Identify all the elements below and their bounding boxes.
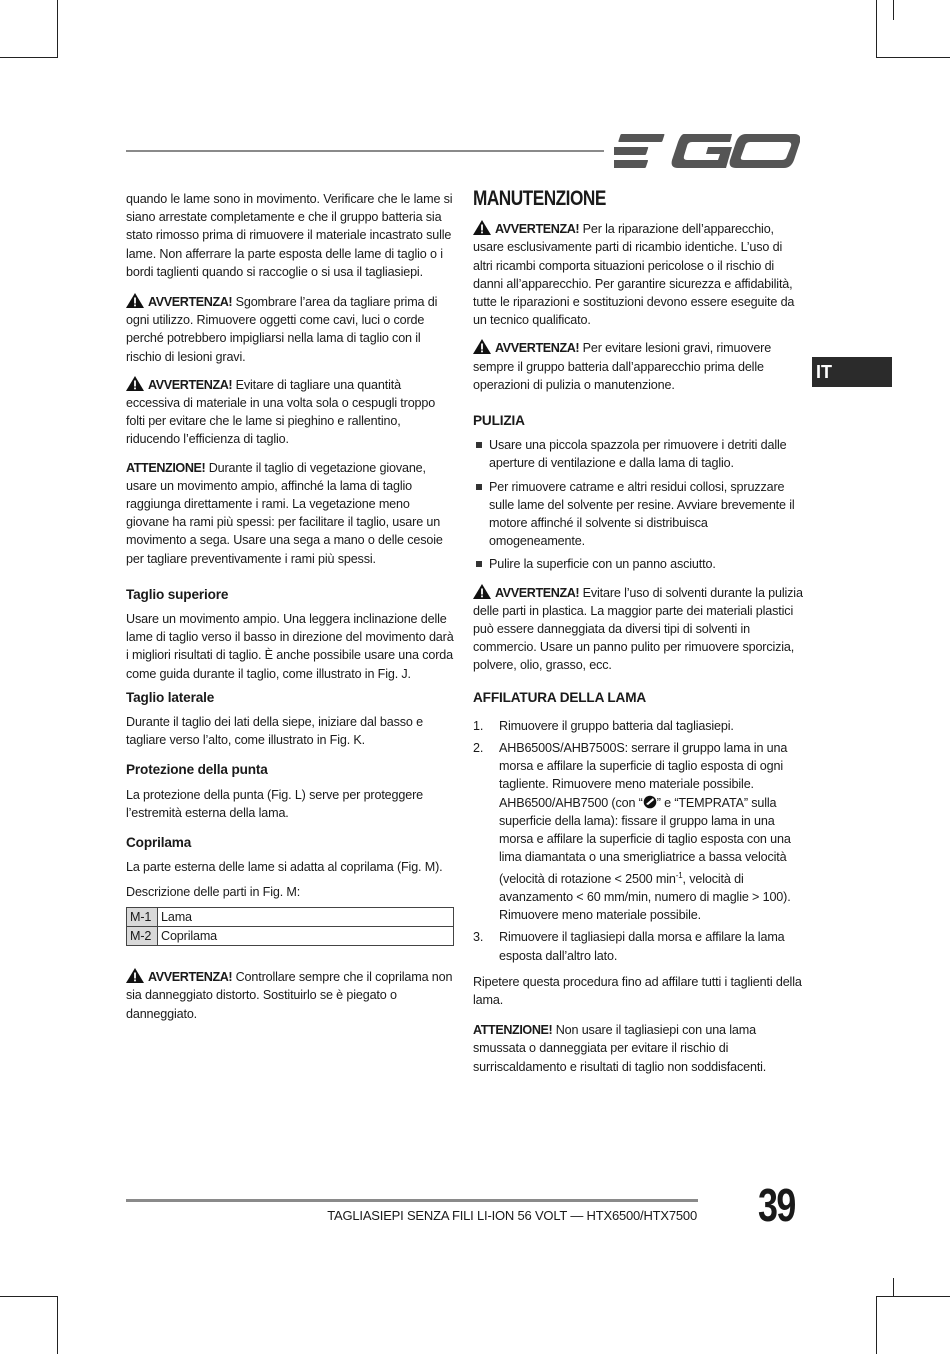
list-item	[473, 928, 803, 964]
warning-label: AVVERTENZA!	[148, 970, 233, 985]
warning-label: AVVERTENZA!	[148, 377, 233, 392]
crop-mark	[0, 1296, 58, 1297]
parts-table	[126, 907, 454, 946]
warning-label: AVVERTENZA!	[495, 222, 580, 237]
paragraph: Durante il taglio dei lati della siepe, iniziare dal basso e tagliare verso l’alto, come illustrato in Fig. K.	[126, 715, 423, 748]
list-item: Pulire la superficie con un panno asciutto.	[473, 555, 803, 573]
paragraph: Usare un movimento ampio. Una leggera inclinazione delle lame di taglio verso il basso in direzione del movimento darà i migliori risultati di taglio. È anche possibile usare una corda come guida durante il taglio, come illustrato in Fig. J.	[126, 612, 454, 681]
part-name: Coprilama	[158, 926, 454, 945]
section-title: MANUTENZIONE	[473, 187, 606, 210]
warning-icon	[473, 339, 491, 354]
ego-logo-icon	[614, 130, 800, 172]
step-number: 3.	[473, 930, 484, 945]
warning-text: Sgombrare l’area da tagliare prima di ogni utilizzo. Rimuovere oggetti come cavi, luci o corde perché potrebbero impigliarsi nella lama di taglio con il rischio di lesioni gravi.	[126, 295, 438, 364]
crop-mark	[876, 1296, 877, 1354]
warning-icon	[473, 584, 491, 599]
crop-mark	[893, 0, 894, 20]
step-text: AHB6500S/AHB7500S: serrare il gruppo lama in una morsa e affilare la superficie di taglio esposta di ogni tagliente. Rimuovere meno materiale possibile. AHB6500/AHB7500 (con “	[499, 741, 788, 810]
tempered-blade-icon	[643, 795, 657, 809]
warning-text: Per la riparazione dell’apparecchio, usare esclusivamente parti di ricambio identiche. L’uso di altri ricambi comporta situazioni pericolose o il rischio di danni all’apparecchio. Per garantire sicurezza e affidabilità, tutte le riparazioni e sostituzioni devono essere eseguite da un tecnico qualificato.	[473, 222, 795, 328]
cleaning-list	[473, 436, 803, 573]
subheading: Taglio superiore	[126, 586, 229, 602]
list-item: Usare una piccola spazzola per rimuovere i detriti dalle aperture di ventilazione e dalla lama di taglio.	[473, 436, 803, 472]
footer-rule	[126, 1199, 698, 1202]
paragraph: quando le lame sono in movimento. Verificare che le lame si siano arrestate completamente e che il gruppo batteria sia stato rimosso prima di rimuovere il materiale incastrato sulle lame. Non afferrare la parte esposta delle lame di taglio o i bordi taglienti quando si raccoglie o si usa il tagliasiepi.	[126, 192, 453, 279]
subheading: Coprilama	[126, 835, 192, 851]
ego-logo	[614, 130, 800, 177]
caution-block	[126, 459, 456, 568]
caution-text: Durante il taglio di vegetazione giovane, usare un movimento ampio, affinché la lama di taglio raggiunga direttamente i rami. La vegetazione meno giovane ha rami più spessi: per facilitare il taglio, usare un movimento a sega. Usare una sega a mano o delle cesoie per tagliare preventivamente i rami più spessi.	[126, 460, 443, 566]
crop-mark	[893, 1278, 894, 1296]
left-column	[126, 190, 456, 1033]
language-tab: IT	[812, 357, 892, 387]
subheading: Taglio laterale	[126, 689, 215, 705]
crop-mark	[57, 1296, 58, 1354]
sharpening-steps	[473, 717, 803, 965]
warning-label: AVVERTENZA!	[148, 295, 233, 310]
step-text: ” e “TEMPRATA” sulla superficie della lama): fissare il gruppo lama in una morsa e affilare la superficie di taglio esposta con una lima diamantata o una smerigliatrice a bassa velocità (velocità di rotazione < 2500 min	[499, 795, 791, 886]
paragraph: Ripetere questa procedura fino ad affilare tutti i taglienti della lama.	[473, 974, 802, 1007]
warning-text: Evitare l’uso di solventi durante la pulizia delle parti in plastica. La maggior parte dei materiali plastici può essere danneggiata da diversi tipi di solventi in commercio. Usare un panno pulito per rimuovere sporcizia, polvere, olio, grasso, ecc.	[473, 585, 803, 673]
warning-block	[126, 293, 456, 366]
crop-mark	[57, 0, 58, 58]
caution-text: Non usare il tagliasiepi con una lama smussata o danneggiata per evitare il rischio di surriscaldamento e risultati di taglio non soddisfacenti.	[473, 1023, 767, 1074]
step-number: 1.	[473, 718, 484, 733]
warning-label: AVVERTENZA!	[495, 585, 580, 600]
warning-icon	[126, 376, 144, 391]
paragraph: La parte esterna delle lame si adatta al coprilama (Fig. M).	[126, 860, 443, 875]
part-key: M-1	[127, 907, 158, 926]
warning-block	[473, 584, 803, 675]
crop-mark	[0, 57, 58, 58]
caution-label: ATTENZIONE!	[473, 1023, 553, 1038]
warning-icon	[126, 293, 144, 308]
paragraph: Descrizione delle parti in Fig. M:	[126, 884, 301, 899]
warning-block	[126, 376, 456, 449]
part-name: Lama	[158, 907, 454, 926]
crop-mark	[876, 1296, 950, 1297]
page-number: 39	[758, 1179, 795, 1231]
crop-mark	[876, 0, 877, 58]
part-key: M-2	[127, 926, 158, 945]
warning-block	[126, 968, 456, 1023]
warning-text: Controllare sempre che il coprilama non sia danneggiato distorto. Sostituirlo se è piegato o danneggiato.	[126, 970, 453, 1021]
crop-mark	[876, 57, 950, 58]
step-number: 2.	[473, 741, 484, 756]
step-text: , velocità di avanzamento < 60 mm/min, numero di maglie > 100). Rimuovere meno materiale possibile.	[499, 871, 791, 923]
right-column	[473, 187, 803, 1086]
warning-label: AVVERTENZA!	[495, 341, 580, 356]
superscript: -1	[675, 870, 683, 880]
warning-text: Evitare di tagliare una quantità eccessiva di materiale in una volta sola o cespugli troppo folti per evitare che le lame si pieghino e rallentino, riducendo l’efficienza di taglio.	[126, 377, 436, 447]
subheading: Protezione della punta	[126, 762, 268, 778]
warning-block	[473, 220, 803, 329]
warning-icon	[473, 220, 491, 235]
subheading: PULIZIA	[473, 413, 525, 429]
step-text: Rimuovere il gruppo batteria dal tagliasiepi.	[499, 718, 734, 733]
subheading: AFFILATURA DELLA LAMA	[473, 689, 647, 705]
list-item	[473, 739, 803, 924]
warning-block	[473, 339, 803, 394]
table-row	[127, 907, 454, 926]
list-item: Per rimuovere catrame e altri residui collosi, spruzzare sulle lame del solvente per resine. Avviare brevemente il motore affinché il solvente si distribuisca omogeneamente.	[473, 478, 803, 551]
table-row	[127, 926, 454, 945]
paragraph: La protezione della punta (Fig. L) serve per proteggere l’estremità esterna della lama.	[126, 787, 423, 820]
step-text: Rimuovere il tagliasiepi dalla morsa e affilare la lama esposta dall’altro lato.	[499, 930, 785, 963]
warning-icon	[126, 968, 144, 983]
warning-text: Per evitare lesioni gravi, rimuovere sempre il gruppo batteria dall’apparecchio prima delle operazioni di pulizia o manutenzione.	[473, 341, 772, 392]
list-item	[473, 717, 803, 735]
caution-label: ATTENZIONE!	[126, 460, 206, 475]
footer-product: TAGLIASIEPI SENZA FILI LI-ION 56 VOLT — HTX6500/HTX7500	[327, 1208, 697, 1223]
header-rule	[126, 150, 604, 152]
caution-block	[473, 1021, 803, 1076]
